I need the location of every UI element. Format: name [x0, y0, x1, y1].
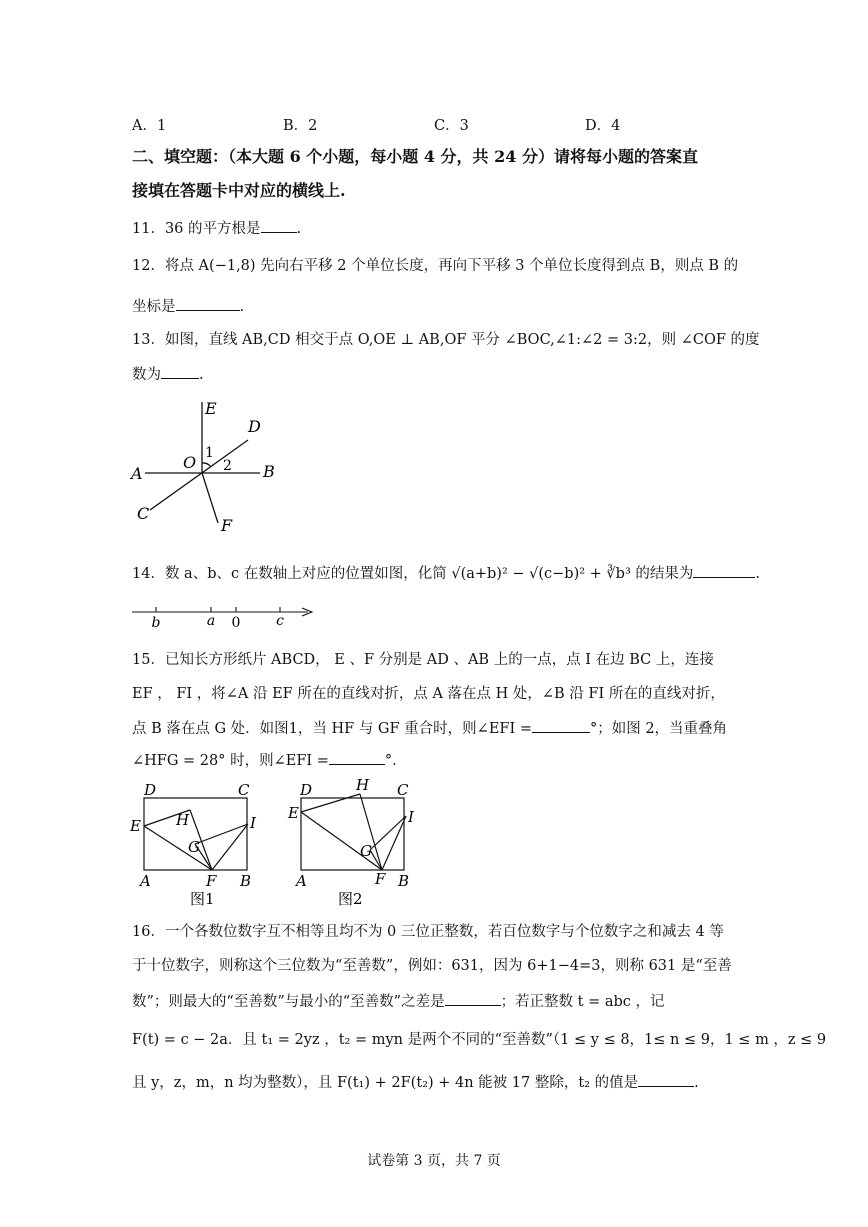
label-o: O — [183, 453, 197, 472]
punct: . — [296, 221, 302, 237]
question-text: °；如图 2，当重叠角 — [589, 721, 728, 737]
label-e: E — [205, 399, 217, 418]
fig2-label-f: F — [375, 870, 386, 888]
line-of — [202, 473, 218, 523]
fig2-label-h: H — [356, 776, 370, 794]
answer-blank — [445, 991, 501, 1006]
question-16-line4: F(t) = c − 2a．且 t₁ = 2yz ，t₂ = myn 是两个不同的“至善数”（1 ≤ y ≤ 8，1≤ n ≤ 9，1 ≤ m ，z ≤ 9 — [132, 1032, 827, 1048]
axis-label-a: a — [206, 613, 216, 629]
answer-blank — [261, 218, 297, 233]
fig1-caption: 图1 — [190, 890, 215, 908]
page-footer: 试卷第 3 页，共 7 页 — [367, 1153, 501, 1169]
question-text: 11．36 的平方根是 — [132, 221, 261, 237]
option-b: B．2 — [283, 118, 318, 134]
axis-label-0: 0 — [231, 615, 241, 630]
question-text: 且 y，z，m，n 均为整数），且 F(t₁) + 2F(t₂) + 4n 能被 17 整除，t₂ 的值是 — [132, 1075, 639, 1091]
label-a: A — [131, 464, 143, 483]
question-15-line1: 15．已知长方形纸片 ABCD， E 、F 分别是 AD 、AB 上的一点，点 I 在边 BC 上，连接 — [132, 652, 714, 668]
question-12-line1: 12．将点 A(−1,8) 先向右平移 2 个单位长度，再向下平移 3 个单位长度得到点 B，则点 B 的 — [132, 258, 739, 274]
question-text: ；若正整数 t = abc ，记 — [500, 994, 665, 1010]
q13-figure — [125, 398, 295, 538]
option-a: A．1 — [132, 118, 167, 134]
fig2-label-g: G — [360, 842, 372, 860]
fig2-label-e: E — [288, 804, 299, 822]
fig1-label-h: H — [176, 811, 190, 829]
label-two: 2 — [223, 458, 232, 474]
question-11 — [132, 218, 301, 239]
question-text: 坐标是 — [132, 299, 176, 315]
fig2-caption: 图2 — [338, 890, 363, 908]
question-14 — [132, 563, 760, 584]
answer-blank — [693, 563, 755, 578]
angle-arc — [202, 463, 211, 467]
label-one: 1 — [205, 445, 214, 461]
answer-blank — [532, 718, 590, 733]
question-16-line5 — [132, 1072, 699, 1093]
fig2-label-i: I — [408, 808, 414, 826]
fig2-label-c: C — [397, 781, 409, 799]
question-15-line2: EF ， FI ，将∠A 沿 EF 所在的直线对折，点 A 落在点 H 处，∠B 沿 FI 所在的直线对折， — [132, 686, 725, 702]
fig1-label-f: F — [206, 872, 217, 890]
punct: . — [239, 299, 245, 315]
label-c: C — [137, 504, 150, 523]
section-heading-line2: 接填在答题卡中对应的横线上. — [132, 181, 346, 200]
fig1-label-g: G — [188, 838, 200, 856]
answer-blank — [329, 750, 385, 765]
punct: . — [199, 367, 204, 383]
option-d: D．4 — [585, 118, 621, 134]
question-text: 点 B 落在点 G 处．如图1，当 HF 与 GF 重合时，则∠EFI = — [132, 721, 532, 737]
fig2-label-b: B — [398, 872, 410, 890]
option-c: C．3 — [434, 118, 469, 134]
label-f: F — [221, 516, 233, 535]
question-15-line4 — [132, 750, 407, 771]
fig1-label-i: I — [250, 814, 256, 832]
question-13-line2 — [132, 364, 204, 385]
fig1-label-a: A — [140, 872, 151, 890]
label-b: B — [263, 462, 275, 481]
answer-blank — [161, 364, 199, 379]
fig2-label-a: A — [296, 872, 307, 890]
axis-label-b: b — [151, 615, 161, 630]
fig1-label-e: E — [130, 817, 141, 835]
axis-label-c: c — [276, 613, 284, 629]
answer-blank — [176, 296, 240, 311]
answer-blank — [638, 1072, 694, 1087]
question-text: 数”；则最大的“至善数”与最小的“至善数”之差是 — [132, 994, 445, 1010]
fig1-label-c: C — [238, 781, 250, 799]
question-16-line2: 于十位数字，则称这个三位数为“至善数”，例如：631，因为 6+1−4=3，则称 631 是“至善 — [132, 958, 732, 974]
number-line — [128, 598, 328, 630]
q15-figure-1 — [128, 780, 268, 910]
q15-figure-2 — [284, 776, 424, 910]
question-12-line2 — [132, 296, 244, 317]
line-cd — [150, 440, 248, 510]
question-16-line1: 16．一个各数位数字互不相等且均不为 0 三位正整数，若百位数字与个位数字之和减去 4 等 — [132, 924, 724, 940]
question-13-line1: 13．如图，直线 AB,CD 相交于点 O,OE ⊥ AB,OF 平分 ∠BOC,∠1:∠2 = 3:2，则 ∠COF 的度 — [132, 332, 760, 348]
question-text: ∠HFG = 28° 时，则∠EFI = — [132, 753, 329, 769]
section-heading-line1: 二、填空题：（本大题 6 个小题，每小题 4 分，共 24 分）请将每小题的答案直 — [132, 147, 698, 166]
fig1-label-d: D — [144, 781, 157, 799]
question-15-line3 — [132, 718, 727, 739]
question-16-line3 — [132, 991, 665, 1012]
fig2-label-d: D — [300, 781, 313, 799]
question-text: 数为 — [132, 367, 161, 383]
question-text: 14．数 a、b、c 在数轴上对应的位置如图，化简 √(a+b)² − √(c−b)² + ∛b³ 的结果为 — [132, 566, 694, 582]
punct: . — [755, 566, 760, 582]
fig1-label-b: B — [240, 872, 252, 890]
question-text: °． — [384, 753, 407, 769]
punct: . — [694, 1075, 699, 1091]
label-d: D — [248, 417, 261, 436]
